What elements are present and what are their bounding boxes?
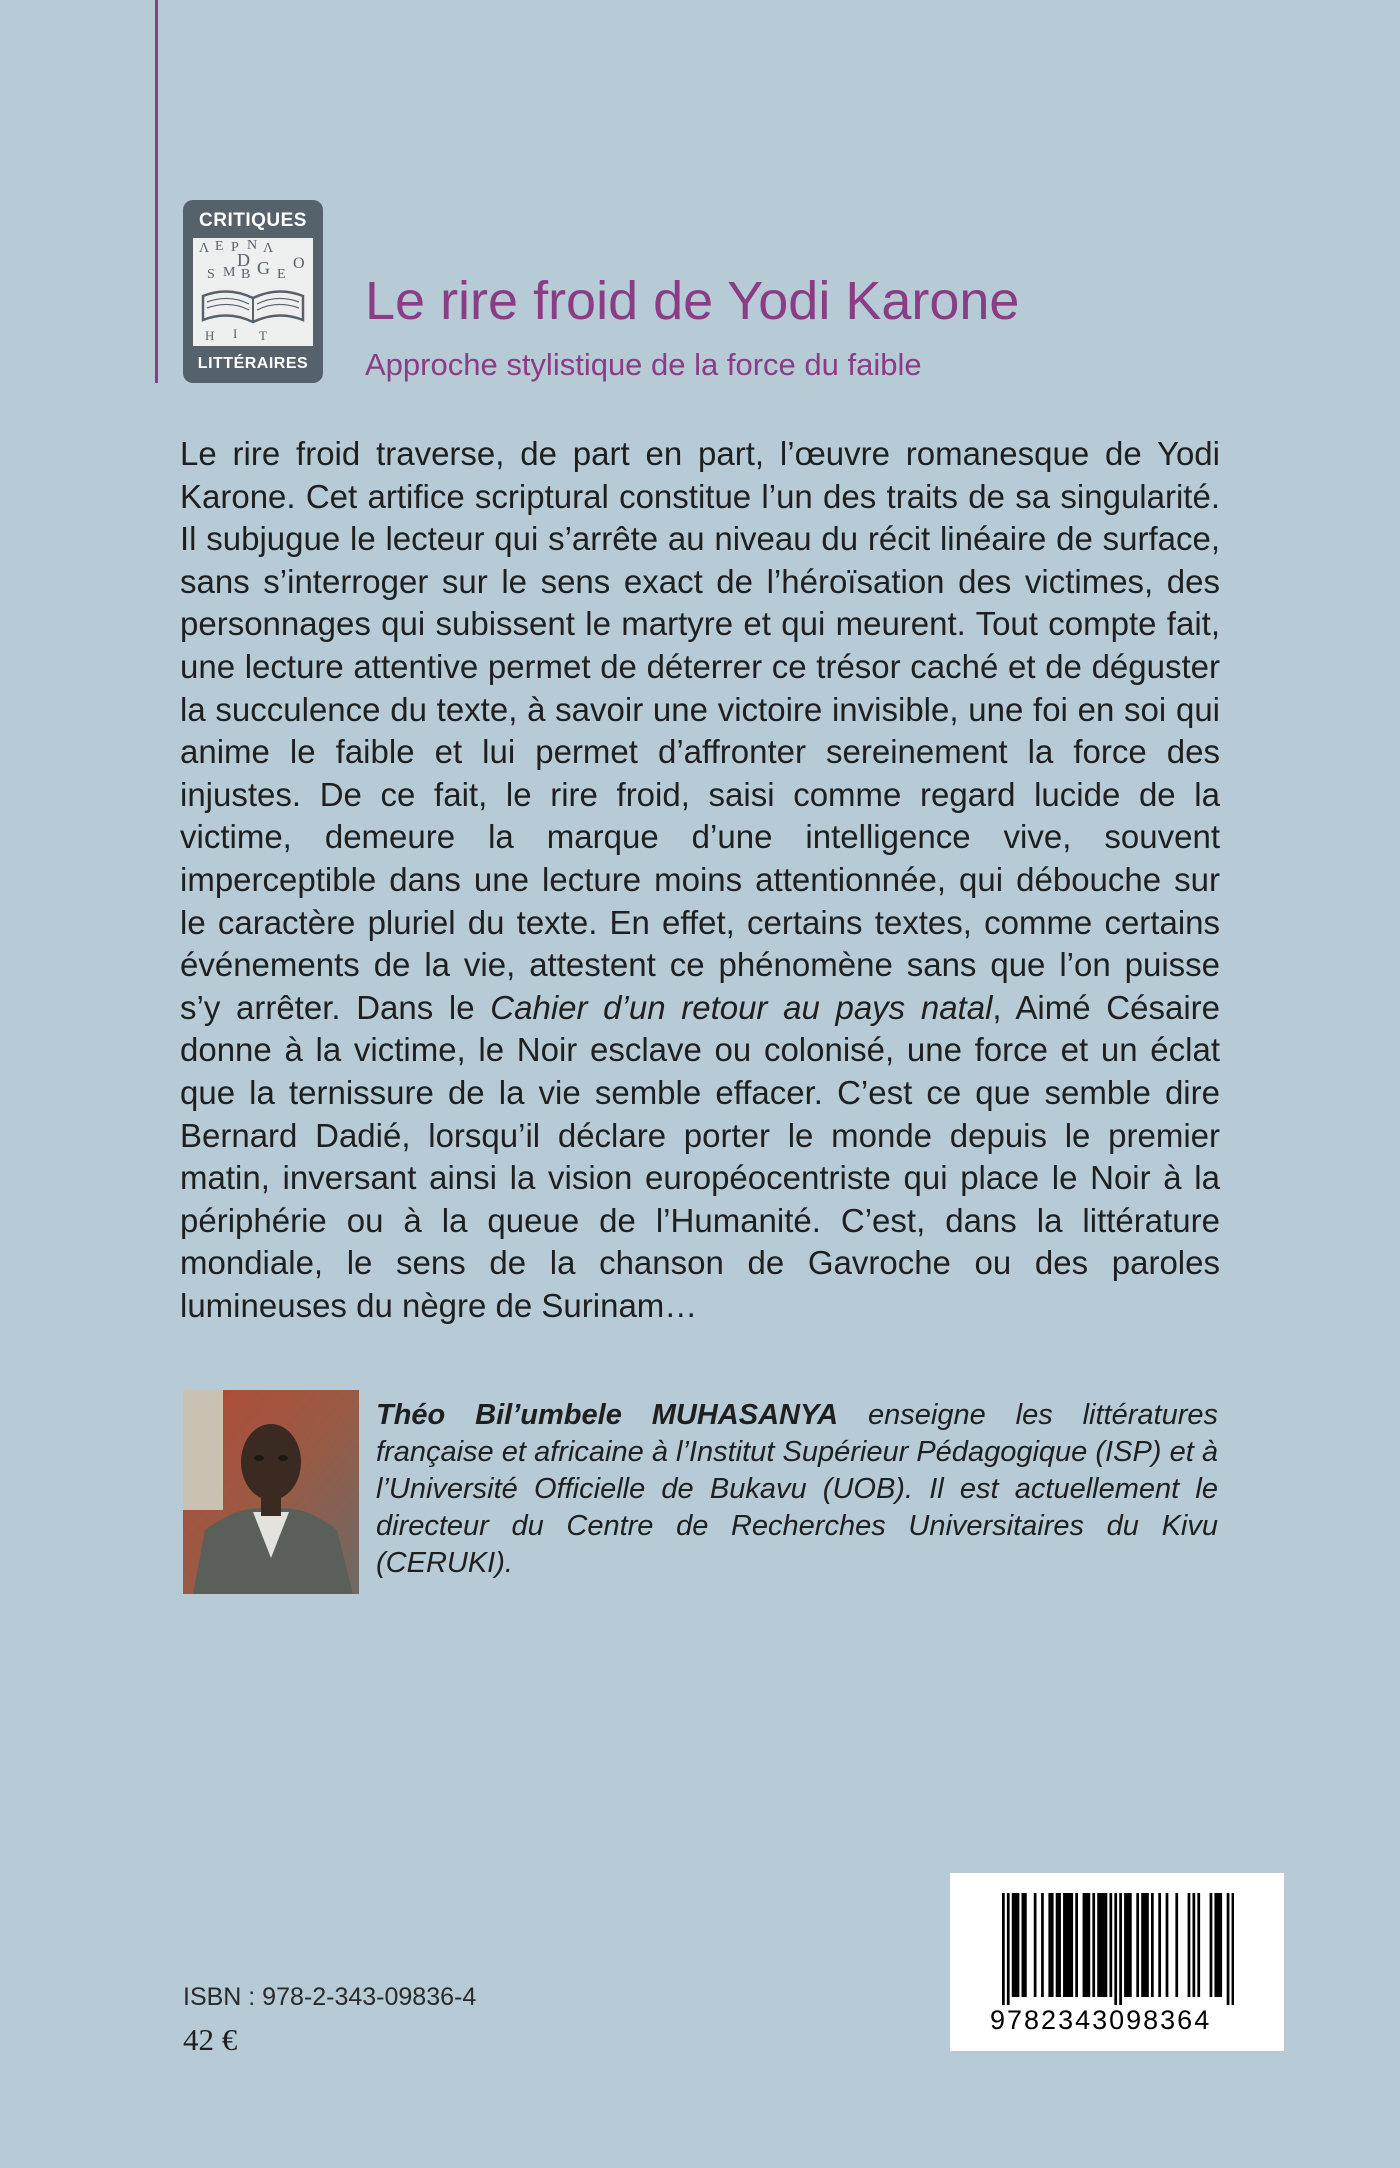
series-name-top: CRITIQUES xyxy=(199,210,307,231)
barcode-bar xyxy=(1105,1893,1108,1997)
price: 42 € xyxy=(183,2022,238,2057)
barcode-bar xyxy=(1124,1893,1127,1997)
svg-text:D: D xyxy=(237,250,250,270)
svg-text:H: H xyxy=(205,328,215,343)
barcode-bar xyxy=(1144,1893,1147,1997)
author-name: Théo Bil’umbele MUHASANYA xyxy=(376,1399,839,1431)
barcode-bar xyxy=(1151,1893,1154,1997)
barcode-bar xyxy=(1065,1893,1068,1997)
svg-text:E: E xyxy=(215,239,224,254)
book-title: Le rire froid de Yodi Karone xyxy=(365,271,1020,331)
svg-text:I: I xyxy=(233,326,238,341)
barcode-bar xyxy=(1022,1893,1025,1997)
barcode-bar xyxy=(1175,1893,1178,1997)
barcode-bar xyxy=(1012,1893,1015,1997)
barcode-bar xyxy=(1146,1893,1149,1997)
barcode-bar xyxy=(1102,1893,1105,1997)
barcode-bar xyxy=(1092,1893,1095,1997)
barcode xyxy=(950,1873,1284,2051)
isbn: ISBN : 978-2-343-09836-4 xyxy=(183,1983,477,2011)
barcode-bar xyxy=(1083,1893,1086,1997)
barcode-bar xyxy=(1141,1893,1144,1997)
barcode-bar xyxy=(1217,1893,1220,1997)
barcode-bar xyxy=(1041,1893,1044,1997)
barcode-bar xyxy=(1075,1893,1078,1997)
barcode-bar xyxy=(1048,1893,1051,1997)
barcode-bar xyxy=(1017,1893,1020,1997)
barcode-bar xyxy=(1129,1893,1132,1997)
barcode-bar xyxy=(1097,1893,1100,1997)
series-logo xyxy=(183,200,323,383)
svg-text:Λ: Λ xyxy=(199,241,210,256)
barcode-bar xyxy=(1197,1893,1200,1997)
svg-text:Ε: Ε xyxy=(277,267,286,282)
svg-text:G: G xyxy=(257,258,270,278)
barcode-bar xyxy=(1051,1893,1054,1997)
barcode-bar xyxy=(1119,1893,1122,2005)
barcode-bars xyxy=(1002,1893,1234,2005)
barcode-bar xyxy=(1024,1893,1027,1997)
barcode-bar xyxy=(1056,1893,1059,1997)
barcode-bar xyxy=(1063,1893,1066,1997)
barcode-bar xyxy=(1232,1893,1234,2005)
barcode-bar xyxy=(1002,1893,1005,2005)
barcode-bar xyxy=(1158,1893,1161,1997)
svg-text:T: T xyxy=(259,328,267,343)
barcode-bar xyxy=(1109,1893,1112,1997)
svg-text:Ν: Ν xyxy=(247,238,258,253)
author-bio-text: enseigne les littératures française et africaine à l’Institut Supérieur Pédagogique (ISP) et à l’Université Officielle de Bukavu (UOB). Il est actuellement le directeur du Centre de Recherches Universitaires du Kivu (CERUKI). xyxy=(376,1399,1218,1579)
svg-text:S: S xyxy=(207,267,215,282)
blurb-text-part1: Le rire froid traverse, de part en part, l’œuvre romanesque de Yodi Karone. Cet artifice scriptural constitue l’un des traits de sa singularité. Il subjugue le lecteur qui s’arrête au niveau du récit linéaire de surface, sans s’interroger sur le sens exact de l’héroïsation des victimes, des personnages qui subissent le martyre et qui meurent. Tout compte fait, une lecture attentive permet de déterrer ce trésor caché et de déguster la succulence du texte, à savoir une victoire invisible, une foi en soi qui anime le faible et lui permet d’affronter sereinement la force des injustes. De ce fait, le rire froid, saisi comme regard lucide de la victime, demeure la marque d’une intelligence vive, souvent imperceptible dans une lecture moins attentionnée, qui débouche sur le caractère pluriel du texte. En effet, certains textes, comme certains événements de la vie, attestent ce phénomène sans que l’on puisse s’y arrêter. Dans le xyxy=(180,435,1220,1026)
series-name-bottom: LITTÉRAIRES xyxy=(197,355,309,372)
accent-line xyxy=(155,0,158,383)
barcode-bar xyxy=(1227,1893,1230,2005)
blurb-text-part2: , Aimé Césaire donne à la victime, le Noir esclave ou colonisé, une force et un éclat que la ternissure de la vie semble effacer. C’est ce que semble dire Bernard Dadié, lorsqu’il déclare porter le monde depuis le premier matin, inversant ainsi la vision européocentriste qui place le Noir à la périphérie ou à la queue de l’Humanité. C’est, dans la littérature mondiale, le sens de la chanson de Gavroche ou des paroles lumineuses du nègre de Surinam… xyxy=(180,988,1220,1324)
barcode-bar xyxy=(1007,1893,1010,2005)
svg-text:Λ: Λ xyxy=(263,241,274,256)
barcode-bar xyxy=(1127,1893,1130,1997)
barcode-bar xyxy=(1188,1893,1191,1997)
barcode-bar xyxy=(1068,1893,1071,1997)
back-cover-blurb xyxy=(180,433,1220,1327)
author-bio xyxy=(376,1397,1218,1582)
svg-text:O: O xyxy=(293,255,305,272)
svg-text:B: B xyxy=(241,267,251,282)
svg-text:M: M xyxy=(223,265,236,280)
svg-text:P: P xyxy=(231,240,239,255)
barcode-bar xyxy=(1058,1893,1061,1997)
barcode-bar xyxy=(1192,1893,1195,1997)
barcode-bar xyxy=(1034,1893,1037,1997)
blurb-cited-title: Cahier d’un retour au pays natal xyxy=(490,988,993,1026)
barcode-bar xyxy=(1085,1893,1088,1997)
barcode-bar xyxy=(1114,1893,1117,2005)
barcode-bar xyxy=(1100,1893,1103,1997)
author-photo xyxy=(183,1390,359,1594)
barcode-bar xyxy=(1070,1893,1073,1997)
barcode-bar xyxy=(1166,1893,1169,1997)
barcode-bar xyxy=(1087,1893,1090,1997)
barcode-bar xyxy=(1014,1893,1017,1997)
barcode-digits: 9782343098364 xyxy=(990,2005,1212,2035)
book-subtitle: Approche stylistique de la force du faible xyxy=(365,347,922,382)
barcode-bar xyxy=(1136,1893,1139,1997)
barcode-bar xyxy=(1210,1893,1213,1997)
barcode-bar xyxy=(1214,1893,1217,1997)
barcode-bar xyxy=(1219,1893,1222,1997)
open-book-icon xyxy=(193,238,313,346)
